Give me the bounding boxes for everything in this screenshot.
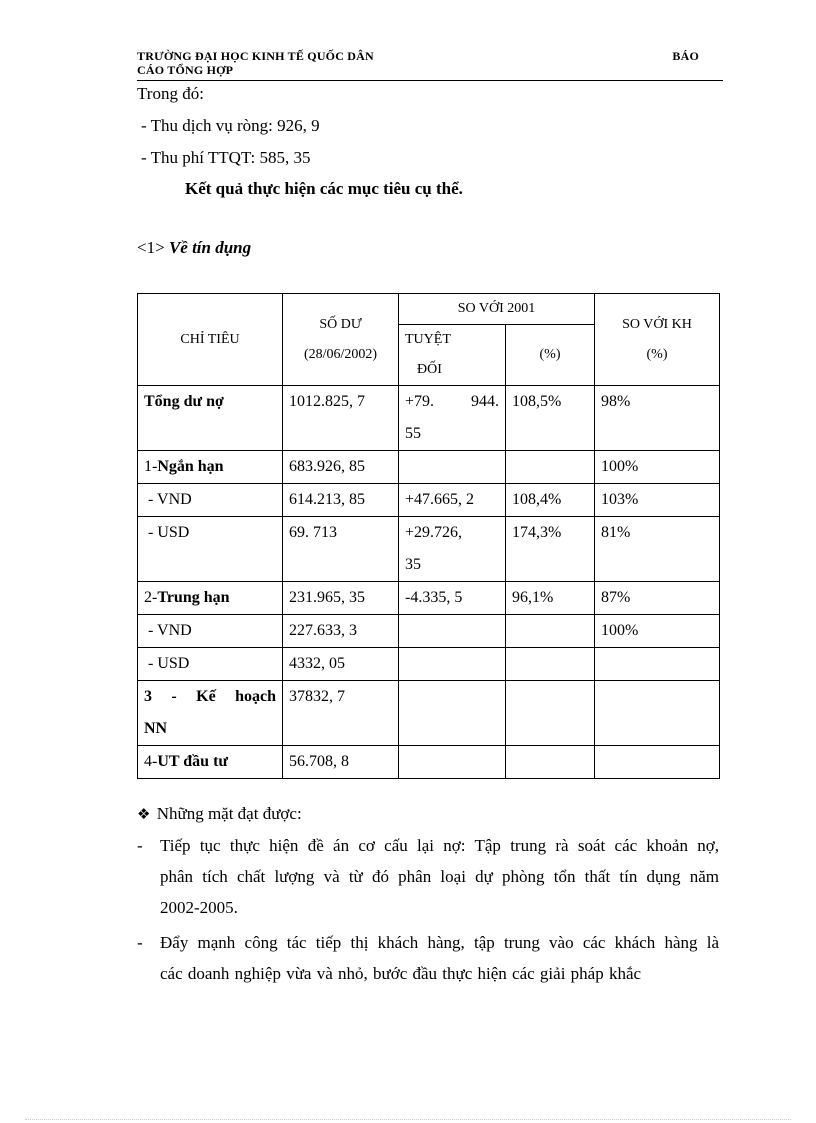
row-tuyet-doi [399, 615, 506, 648]
row-pct [506, 451, 595, 484]
row-label: - VND [138, 484, 283, 517]
header-tuyet-doi: TUYỆT ĐỐI [399, 325, 506, 386]
intl-payment-fee-line: - Thu phí TTQT: 585, 35 [141, 148, 311, 167]
row-tuyet-doi [399, 746, 506, 779]
header-so-voi-kh: SO VỚI KH (%) [595, 294, 720, 386]
row-kh: 87% [595, 582, 720, 615]
row-pct [506, 648, 595, 681]
row-pct: 96,1% [506, 582, 595, 615]
header-so-voi-2001: SO VỚI 2001 [399, 294, 595, 325]
table-row [138, 582, 720, 615]
row-label: 4-UT đầu tư [138, 746, 283, 779]
row-so-du: 614.213, 85 [283, 484, 399, 517]
achievements-title: Những mặt đạt được: [156, 804, 302, 823]
row-pct [506, 681, 595, 746]
row-tuyet-doi: -4.335, 5 [399, 582, 506, 615]
table-row [138, 746, 720, 779]
row-pct: 174,3% [506, 517, 595, 582]
row-label: 3 - Kế hoạch NN [138, 681, 283, 746]
row-so-du: 683.926, 85 [283, 451, 399, 484]
row-pct [506, 746, 595, 779]
table-row [138, 648, 720, 681]
row-so-du: 37832, 7 [283, 681, 399, 746]
subheading-prefix: <1> [137, 238, 169, 257]
header-pct: (%) [506, 325, 595, 386]
item-dash: - [137, 836, 143, 855]
row-kh [595, 681, 720, 746]
row-tuyet-doi: +79. 944. 55 [399, 386, 506, 451]
row-tuyet-doi [399, 451, 506, 484]
row-so-du: 56.708, 8 [283, 746, 399, 779]
table-row [138, 681, 720, 746]
row-label: 1-Ngắn hạn [138, 451, 283, 484]
page-bottom-divider [25, 1119, 791, 1120]
diamond-bullet-icon: ❖ [137, 805, 151, 823]
row-so-du: 227.633, 3 [283, 615, 399, 648]
page-header [137, 48, 723, 81]
row-label: 2-Trung hạn [138, 582, 283, 615]
achievement-item-2: - Đẩy mạnh công tác tiếp thị khách hàng, tập trung vào các khách hàng là các doanh nghiệp vừa và nhỏ, bước đầu thực hiện các giải pháp khắc [137, 927, 719, 993]
row-kh: 100% [595, 451, 720, 484]
row-pct [506, 615, 595, 648]
header-report-label: BÁO [672, 49, 699, 63]
row-kh: 81% [595, 517, 720, 582]
table-row [138, 517, 720, 582]
row-so-du: 69. 713 [283, 517, 399, 582]
row-label: - USD [138, 517, 283, 582]
subheading-title: Về tín dụng [168, 238, 252, 257]
row-label: - VND [138, 615, 283, 648]
item-dash: - [137, 933, 143, 952]
header-school-name: TRƯỜNG ĐẠI HỌC KINH TẾ QUỐC DÂN [137, 49, 374, 63]
row-kh: 103% [595, 484, 720, 517]
row-so-du: 1012.825, 7 [283, 386, 399, 451]
row-pct: 108,4% [506, 484, 595, 517]
header-chi-tieu: CHỈ TIÊU [138, 294, 283, 386]
table-row [138, 386, 720, 451]
row-kh: 100% [595, 615, 720, 648]
header-report-label-cont: CÁO TỔNG HỢP [137, 63, 234, 77]
row-tuyet-doi [399, 681, 506, 746]
row-label: Tổng dư nợ [138, 386, 283, 451]
header-so-du: SỐ DƯ (28/06/2002) [283, 294, 399, 386]
row-tuyet-doi: +47.665, 2 [399, 484, 506, 517]
row-so-du: 231.965, 35 [283, 582, 399, 615]
achievement-item-1: - Tiếp tục thực hiện đề án cơ cấu lại nợ: Tập trung rà soát các khoản nợ, phân tích chất lượng và từ đó phân loại dự phòng tổn thất tín dụng năm 2002-2005. [137, 830, 719, 930]
row-kh [595, 746, 720, 779]
row-label: - USD [138, 648, 283, 681]
credit-table [137, 293, 720, 779]
row-pct: 108,5% [506, 386, 595, 451]
row-kh [595, 648, 720, 681]
row-kh: 98% [595, 386, 720, 451]
section-heading: Kết quả thực hiện các mục tiêu cụ thể. [185, 179, 463, 198]
achievements-title-line [137, 803, 302, 825]
table-row [138, 615, 720, 648]
service-income-line: - Thu dịch vụ ròng: 926, 9 [141, 116, 320, 135]
row-so-du: 4332, 05 [283, 648, 399, 681]
table-row [138, 484, 720, 517]
credit-subheading [137, 238, 251, 258]
table-row [138, 451, 720, 484]
trong-do-label: Trong đó: [137, 84, 204, 103]
row-tuyet-doi [399, 648, 506, 681]
row-tuyet-doi: +29.726, 35 [399, 517, 506, 582]
table-header-row [138, 294, 720, 325]
